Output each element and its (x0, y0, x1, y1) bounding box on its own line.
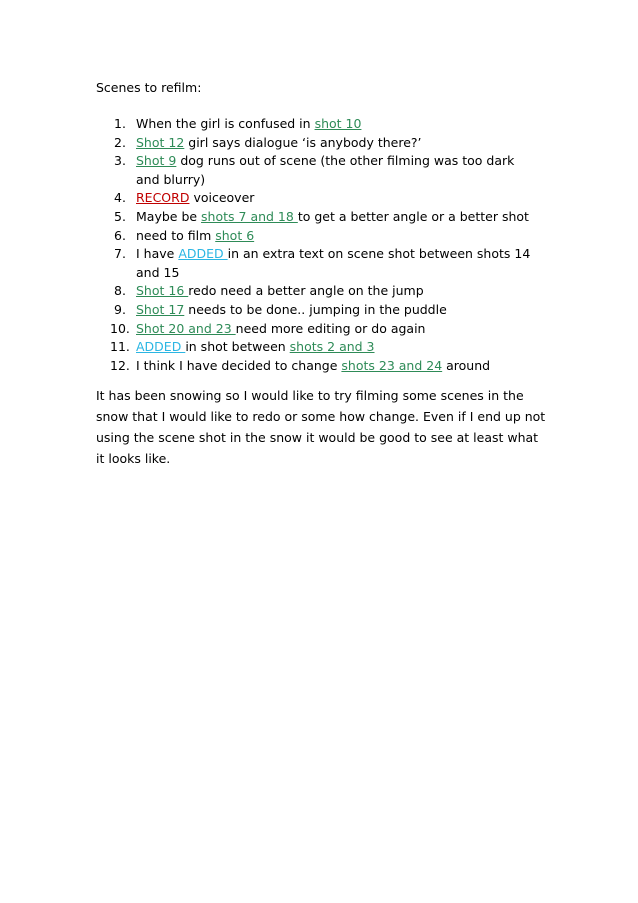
shot-reference: Shot 16 (136, 283, 189, 299)
list-item (96, 152, 536, 189)
item-number: 1. (114, 116, 126, 131)
item-text: Maybe be (136, 208, 202, 224)
shot-reference: shot 10 (314, 116, 362, 131)
shot-reference: shots 23 and 24 (341, 357, 443, 373)
record-tag: RECORD (136, 190, 190, 206)
shot-reference: Shot 17 (136, 301, 185, 317)
list-item (96, 320, 546, 339)
item-text: dog runs out of scene (the other filming was too dark and blurry) (136, 153, 515, 187)
item-text: around (442, 357, 491, 373)
item-text: I have (136, 246, 179, 262)
snow-paragraph: It has been snowing so I would like to try filming some scenes in the snow that I would like to redo or some how change. Even if I end up not using the scene shot in the snow it would be good to see at least what it looks like. (96, 388, 546, 466)
shot-reference: shots 7 and 18 (201, 208, 298, 224)
item-number: 7. (114, 246, 126, 262)
item-text: needs to be done.. jumping in the puddle (184, 301, 447, 317)
item-number: 9. (114, 301, 126, 317)
added-tag: ADDED (178, 246, 228, 262)
item-number: 12. (110, 357, 130, 373)
shot-reference: shots 2 and 3 (289, 339, 375, 355)
item-number: 8. (114, 283, 126, 299)
list-item (96, 282, 546, 301)
list-item (96, 189, 546, 208)
item-text: in shot between (185, 339, 290, 355)
item-text: girl says dialogue ‘is anybody there?’ (184, 134, 422, 150)
item-text: to get a better angle or a better shot (297, 208, 529, 224)
item-text: redo need a better angle on the jump (188, 283, 424, 299)
list-item (96, 245, 536, 282)
item-text: voiceover (189, 190, 255, 206)
list-item (96, 227, 546, 246)
item-number: 10. (110, 320, 130, 336)
shot-reference: Shot 9 (136, 153, 177, 169)
item-number: 11. (110, 339, 130, 355)
item-text: in an extra text on scene shot between shots 14 and 15 (136, 246, 531, 280)
shot-reference: Shot 12 (136, 134, 185, 150)
shot-reference: shot 6 (215, 227, 255, 243)
item-number: 5. (114, 208, 126, 224)
item-text: I think I have decided to change (136, 357, 342, 373)
list-item (96, 338, 546, 357)
item-number: 4. (114, 190, 126, 206)
item-text: need more editing or do again (235, 320, 426, 336)
list-item (96, 301, 546, 320)
page-heading: Scenes to refilm: (96, 80, 202, 95)
item-number: 3. (114, 153, 126, 169)
item-text: When the girl is confused in (136, 116, 315, 131)
list-item (96, 208, 546, 227)
list-item (96, 134, 546, 153)
added-tag: ADDED (136, 339, 186, 355)
item-number: 2. (114, 134, 126, 150)
item-number: 6. (114, 227, 126, 243)
item-text: need to film (136, 227, 216, 243)
shot-reference: Shot 20 and 23 (136, 320, 236, 336)
list-item (96, 115, 546, 134)
refilm-list (96, 115, 546, 375)
list-item (96, 357, 546, 376)
